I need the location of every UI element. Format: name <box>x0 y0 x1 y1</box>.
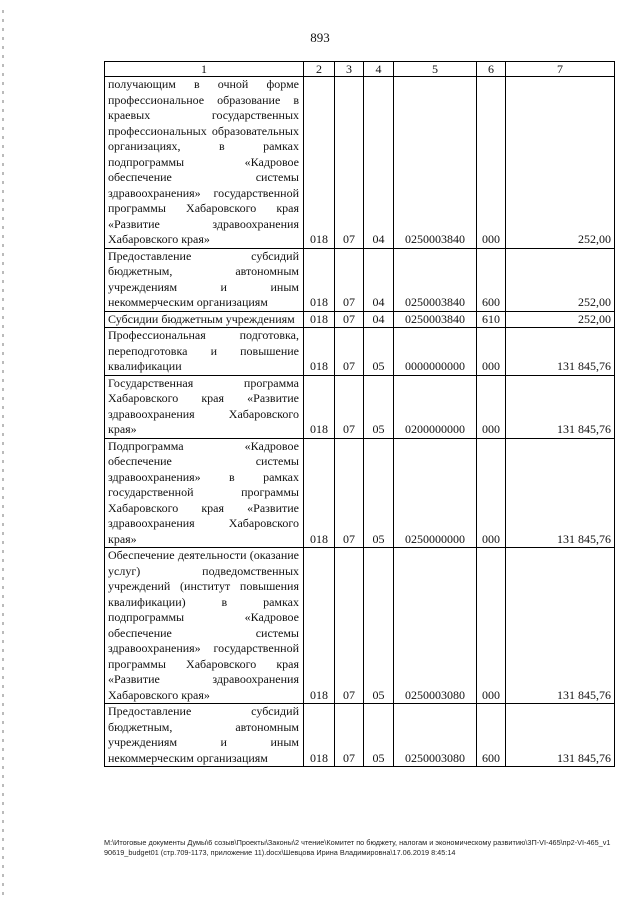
col-header-section: 3 <box>335 62 364 77</box>
row-section: 07 <box>335 704 364 767</box>
table-row <box>105 248 615 311</box>
row-ministry: 018 <box>304 77 335 249</box>
row-expense-type: 000 <box>477 548 506 704</box>
row-amount: 131 845,76 <box>506 328 615 376</box>
scan-edge-mark <box>2 10 4 900</box>
table-row <box>105 548 615 704</box>
col-header-subsection: 4 <box>364 62 394 77</box>
row-target: 0200000000 <box>394 375 477 438</box>
table-row <box>105 328 615 376</box>
row-amount: 252,00 <box>506 77 615 249</box>
row-name: Профессиональная подготовка, переподготовка и повышение квалификации <box>105 328 304 376</box>
row-name: Предоставление субсидий бюджетным, автономным учреждениям и иным некоммерческим организациям <box>105 248 304 311</box>
row-section: 07 <box>335 438 364 548</box>
row-amount: 131 845,76 <box>506 438 615 548</box>
row-target: 0250003840 <box>394 77 477 249</box>
row-amount: 131 845,76 <box>506 704 615 767</box>
col-header-name: 1 <box>105 62 304 77</box>
row-name: Обеспечение деятельности (оказание услуг) подведомственных учреждений (институт повышения квалификации) в рамках подпрограммы «Кадровое обеспечение системы здравоохранения» государственной программы Хабаровского края «Развитие здравоохранения Хабаровского края» <box>105 548 304 704</box>
row-ministry: 018 <box>304 704 335 767</box>
row-amount: 131 845,76 <box>506 548 615 704</box>
budget-table <box>104 61 615 767</box>
row-target: 0250003080 <box>394 548 477 704</box>
row-expense-type: 000 <box>477 438 506 548</box>
row-expense-type: 000 <box>477 77 506 249</box>
row-section: 07 <box>335 375 364 438</box>
row-name: получающим в очной форме профессиональное образование в краевых государственных профессиональных образовательных организациях, в рамках подпрограммы «Кадровое обеспечение системы здравоохранения» государственной программы Хабаровского края «Развитие здравоохранения Хабаровского края» <box>105 77 304 249</box>
row-subsection: 04 <box>364 311 394 328</box>
row-expense-type: 600 <box>477 704 506 767</box>
row-subsection: 05 <box>364 548 394 704</box>
row-name: Подпрограмма «Кадровое обеспечение системы здравоохранения» в рамках государственной программы Хабаровского края «Развитие здравоохранения Хабаровского края» <box>105 438 304 548</box>
row-expense-type: 000 <box>477 328 506 376</box>
row-expense-type: 610 <box>477 311 506 328</box>
row-section: 07 <box>335 328 364 376</box>
row-section: 07 <box>335 548 364 704</box>
row-subsection: 05 <box>364 375 394 438</box>
row-amount: 252,00 <box>506 248 615 311</box>
col-header-expense-type: 6 <box>477 62 506 77</box>
row-target: 0250003840 <box>394 311 477 328</box>
row-amount: 252,00 <box>506 311 615 328</box>
row-ministry: 018 <box>304 438 335 548</box>
table-row <box>105 704 615 767</box>
row-expense-type: 600 <box>477 248 506 311</box>
col-header-amount: 7 <box>506 62 615 77</box>
row-name: Предоставление субсидий бюджетным, автономным учреждениям и иным некоммерческим организациям <box>105 704 304 767</box>
table-row <box>105 375 615 438</box>
col-header-ministry: 2 <box>304 62 335 77</box>
row-ministry: 018 <box>304 311 335 328</box>
page-number: 893 <box>310 30 330 45</box>
table-header-row <box>105 62 615 77</box>
row-ministry: 018 <box>304 248 335 311</box>
row-section: 07 <box>335 311 364 328</box>
table-row <box>105 77 615 249</box>
row-target: 0000000000 <box>394 328 477 376</box>
row-section: 07 <box>335 77 364 249</box>
document-file-path: M:\Итоговые документы Думы\6 созыв\Проекты\Законы\2 чтение\Комитет по бюджету, налогам и экономическому развитию\3П-VI-465\пр2-VI-465_v190619_budget01 (стр.709-1173, приложение 11).docx\Шевцова Ирина Владимировна\17.06.2019 8:45:14 <box>104 838 611 857</box>
table-row <box>105 311 615 328</box>
table-row <box>105 438 615 548</box>
row-target: 0250003080 <box>394 704 477 767</box>
row-name: Субсидии бюджетным учреждениям <box>105 311 304 328</box>
row-subsection: 05 <box>364 328 394 376</box>
row-expense-type: 000 <box>477 375 506 438</box>
row-amount: 131 845,76 <box>506 375 615 438</box>
row-subsection: 04 <box>364 248 394 311</box>
row-ministry: 018 <box>304 375 335 438</box>
row-target: 0250000000 <box>394 438 477 548</box>
row-name: Государственная программа Хабаровского края «Развитие здравоохранения Хабаровского края» <box>105 375 304 438</box>
row-ministry: 018 <box>304 548 335 704</box>
col-header-target: 5 <box>394 62 477 77</box>
row-subsection: 05 <box>364 438 394 548</box>
row-target: 0250003840 <box>394 248 477 311</box>
row-subsection: 04 <box>364 77 394 249</box>
row-section: 07 <box>335 248 364 311</box>
row-subsection: 05 <box>364 704 394 767</box>
row-ministry: 018 <box>304 328 335 376</box>
